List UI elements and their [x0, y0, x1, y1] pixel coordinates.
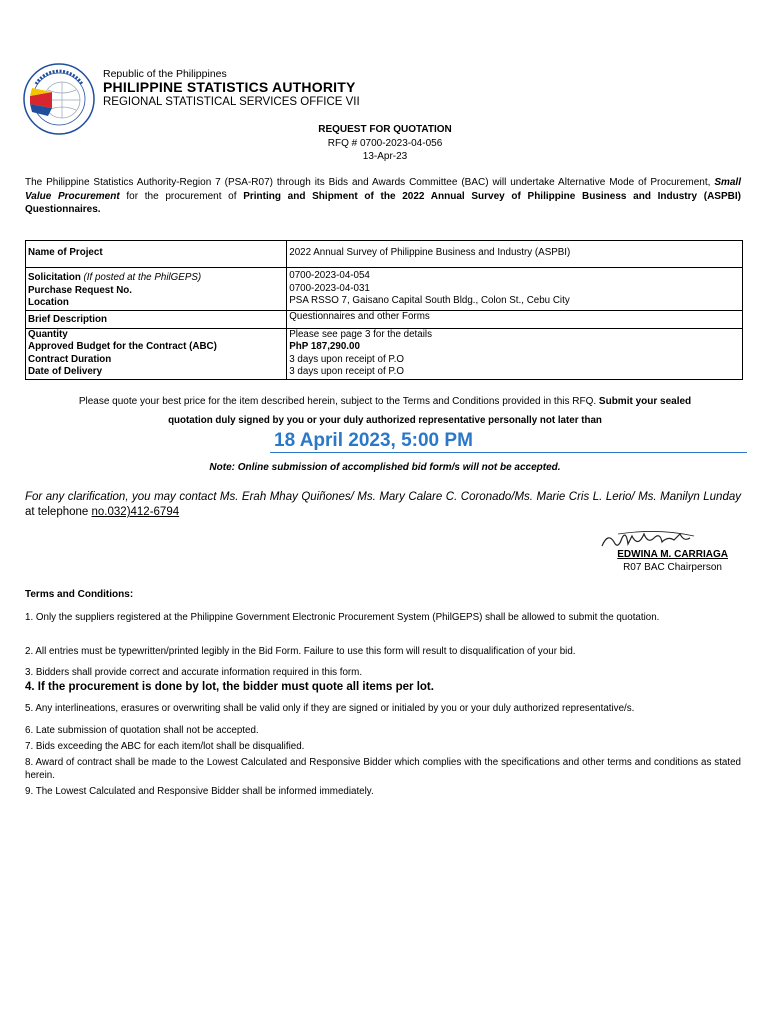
- procurement-mode: Small Value Procurement: [25, 177, 741, 202]
- term-9: 9. The Lowest Calculated and Responsive Bidder shall be informed immediately.: [25, 786, 374, 797]
- quantity-value: Please see page 3 for the details: [289, 328, 432, 340]
- table-row: [26, 241, 743, 268]
- table-row: [26, 328, 743, 379]
- project-description: Printing and Shipment of the 2022 Annual Survey of Philippine Business and Industry (ASPBI) Questionnaires.: [25, 190, 741, 215]
- description-value: Questionnaires and other Forms: [287, 310, 743, 328]
- intro-text-1: The Philippine Statistics Authority-Region 7 (PSA-R07) through its Bids and Awards Committee (BAC) will undertake Alternative Mode of Procurement,: [25, 177, 715, 188]
- quantity-label: Quantity: [28, 328, 68, 340]
- clarification-at: at telephone: [25, 506, 92, 518]
- solicitation-values: [287, 268, 743, 311]
- location-value: PSA RSSO 7, Gaisano Capital South Bldg., Colon St., Cebu City: [289, 295, 570, 306]
- project-details-table: [25, 240, 743, 380]
- description-label: Brief Description: [26, 310, 287, 328]
- quote-instruction: Please quote your best price for the item described herein, subject to the Terms and Conditions provided in this RFQ. Submit your sealed: [78, 396, 692, 407]
- intro-text-2: for the procurement of: [119, 190, 244, 202]
- delivery-label: Date of Delivery: [28, 366, 103, 377]
- pr-label: Purchase Request No.: [28, 284, 132, 296]
- contract-values: [287, 328, 743, 379]
- table-row: [26, 310, 743, 328]
- signatory-name: EDWINA M. CARRIAGA: [617, 549, 728, 560]
- clarification-contacts: For any clarification, you may contact Ms. Erah Mhay Quiñones/ Ms. Mary Calare C. Coronado/Ms. Marie Cris L. Lerio/ Ms. Manilyn Lunday: [25, 491, 741, 503]
- clarification-paragraph: [25, 490, 741, 520]
- header-office: REGIONAL STATISTICAL SERVICES OFFICE VII: [103, 96, 360, 108]
- solicitation-labels: [26, 268, 287, 311]
- term-5: 5. Any interlineations, erasures or overwriting shall be valid only if they are signed or initialed by you or your duly authorized representative/s.: [25, 703, 635, 714]
- term-1: 1. Only the suppliers registered at the Philippine Government Electronic Procurement System (PhilGEPS) shall be allowed to submit the quotation.: [25, 612, 660, 623]
- term-8: 8. Award of contract shall be made to the Lowest Calculated and Responsive Bidder which complies with the specifications and other terms and conditions as stated herein.: [25, 757, 741, 781]
- project-label: Name of Project: [26, 241, 287, 268]
- term-7: 7. Bids exceeding the ABC for each item/lot shall be disqualified.: [25, 741, 305, 752]
- solicitation-note: (If posted at the PhilGEPS): [83, 272, 202, 283]
- table-row: [26, 268, 743, 311]
- online-submission-note: Note: Online submission of accomplished bid form/s will not be accepted.: [209, 462, 561, 473]
- terms-heading: Terms and Conditions:: [25, 589, 134, 600]
- header-republic: Republic of the Philippines: [103, 68, 227, 80]
- pr-value: 0700-2023-04-031: [289, 282, 370, 294]
- location-label: Location: [28, 297, 69, 308]
- duration-value: 3 days upon receipt of P.O: [289, 353, 405, 365]
- contract-labels: [26, 328, 287, 379]
- header-agency: PHILIPPINE STATISTICS AUTHORITY: [103, 79, 356, 95]
- submission-deadline: 18 April 2023, 5:00 PM: [270, 430, 747, 453]
- rfq-number: RFQ # 0700-2023-04-056: [327, 138, 443, 149]
- project-value: 2022 Annual Survey of Philippine Business and Industry (ASPBI): [287, 241, 743, 268]
- solicitation-value: 0700-2023-04-054: [289, 270, 370, 281]
- rfq-title: REQUEST FOR QUOTATION: [318, 124, 452, 135]
- signatory-title: R07 BAC Chairperson: [623, 562, 722, 573]
- term-2: 2. All entries must be typewritten/printed legibly in the Bid Form. Failure to use this form will result to disqualification of your bid.: [25, 646, 576, 657]
- solicitation-label: Solicitation: [28, 272, 81, 283]
- abc-value: PhP 187,290.00: [289, 341, 360, 352]
- abc-label: Approved Budget for the Contract (ABC): [28, 341, 217, 352]
- quote-instruction-2: quotation duly signed by you or your duly authorized representative personally not later than: [168, 415, 602, 426]
- term-3: 3. Bidders shall provide correct and accurate information required in this form.: [25, 667, 363, 678]
- telephone-number: no.032)412-6794: [91, 506, 180, 518]
- quote-instruction-bold: Submit your sealed: [598, 396, 692, 407]
- delivery-value: 3 days upon receipt of P.O: [289, 366, 405, 377]
- term-6: 6. Late submission of quotation shall not be accepted.: [25, 725, 259, 736]
- duration-label: Contract Duration: [28, 353, 112, 365]
- term-4: 4. If the procurement is done by lot, the bidder must quote all items per lot.: [25, 681, 434, 693]
- rfq-date: 13-Apr-23: [362, 151, 408, 162]
- intro-paragraph: [25, 176, 741, 217]
